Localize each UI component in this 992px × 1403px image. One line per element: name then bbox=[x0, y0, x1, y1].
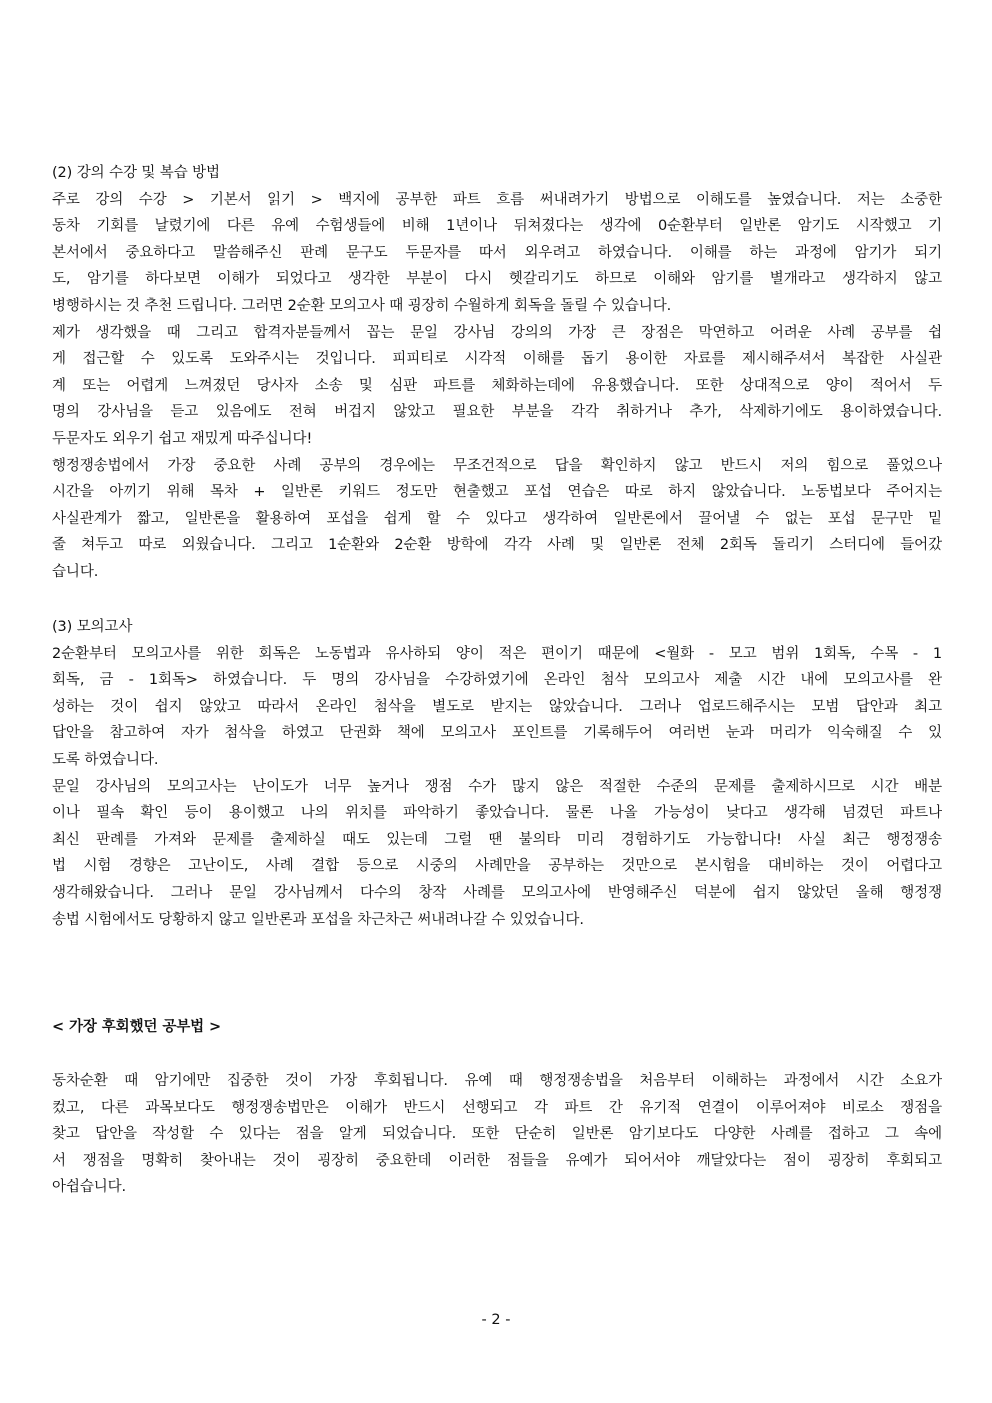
paragraph-line: 두문자도 외우기 쉽고 재밌게 따주십니다! bbox=[52, 430, 313, 447]
paragraph-line: 문일 강사님의 모의고사는 난이도가 너무 높거나 쟁점 수가 많지 않은 적절한 수준의 문제를 출제하시므로 시간 배분 bbox=[52, 778, 942, 795]
paragraph-line: 2순환부터 모의고사를 위한 회독은 노동법과 유사하되 양이 적은 편이기 때문에 <월화 - 모고 범위 1회독, 수목 - 1 bbox=[52, 645, 942, 662]
section-mock-exam bbox=[52, 614, 942, 933]
section-heading: (3) 모의고사 bbox=[52, 619, 133, 635]
paragraph-line: 찾고 답안을 작성할 수 있다는 점을 알게 되었습니다. 또한 단순히 일반론 암기보다도 다양한 사례를 접하고 그 속에 bbox=[52, 1126, 942, 1143]
paragraph-line: 동차순환 때 암기에만 집중한 것이 가장 후회됩니다. 유예 때 행정쟁송법을 처음부터 이해하는 과정에서 시간 소요가 bbox=[52, 1073, 942, 1089]
paragraph-line: 동차 기회를 날렸기에 다른 유예 수험생들에 비해 1년이나 뒤쳐졌다는 생각에 0순환부터 일반론 암기도 시작했고 기 bbox=[52, 218, 942, 235]
paragraph-line: 컸고, 다른 과목보다도 행정쟁송법만은 이해가 반드시 선행되고 각 파트 간 유기적 연결이 이루어져야 비로소 쟁점을 bbox=[52, 1099, 942, 1116]
section-heading: (2) 강의 수강 및 복습 방법 bbox=[52, 165, 220, 181]
paragraph-line: 이나 필속 확인 등이 용이했고 나의 위치를 파악하기 좋았습니다. 물론 나올 가능성이 낮다고 생각해 넘겼던 파트나 bbox=[52, 805, 942, 822]
paragraph-line: 제가 생각했을 때 그리고 합격자분들께서 꼽는 문일 강사님 강의의 가장 큰 장점은 막연하고 어려운 사례 공부를 쉽 bbox=[52, 324, 942, 341]
section-regret bbox=[52, 1014, 942, 1041]
section-regret-body bbox=[52, 1068, 942, 1201]
paragraph-line: 최신 판례를 가져와 문제를 출제하실 때도 있는데 그럴 땐 불의타 미리 경험하기도 가능합니다! 사실 최근 행정쟁송 bbox=[52, 831, 942, 848]
paragraph-line: 시간을 아끼기 위해 목차 + 일반론 키워드 정도만 현출했고 포섭 연습은 따로 하지 않았습니다. 노동법보다 주어지는 bbox=[52, 484, 942, 501]
paragraph-line: 습니다. bbox=[52, 563, 99, 580]
paragraph-line: 송법 시험에서도 당황하지 않고 일반론과 포섭을 차근차근 써내려나갈 수 있었습니다. bbox=[52, 911, 584, 928]
paragraph-line: 사실관계가 짧고, 일반론을 활용하여 포섭을 쉽게 할 수 있다고 생각하여 일반론에서 끌어낼 수 없는 포섭 문구만 밑 bbox=[52, 510, 942, 527]
paragraph-line: 병행하시는 것 추천 드립니다. 그러면 2순환 모의고사 때 굉장히 수월하게 회독을 돌릴 수 있습니다. bbox=[52, 297, 672, 314]
paragraph-line: 도록 하였습니다. bbox=[52, 751, 159, 768]
paragraph-line: 행정쟁송법에서 가장 중요한 사례 공부의 경우에는 무조건적으로 답을 확인하지 않고 반드시 저의 힘으로 풀었으나 bbox=[52, 457, 942, 474]
section-study-method bbox=[52, 160, 942, 586]
paragraph-line: 줄 쳐두고 따로 외웠습니다. 그리고 1순환와 2순환 방학에 각각 사례 및 일반론 전체 2회독 돌리기 스터디에 들어갔 bbox=[52, 537, 942, 554]
paragraph-line: 게 접근할 수 있도록 도와주시는 것입니다. 피피티로 시각적 이해를 돕기 용이한 자료를 제시해주셔서 복잡한 사실관 bbox=[52, 351, 942, 368]
paragraph-line: 본서에서 중요하다고 말씀해주신 판례 문구도 두문자를 따서 외우려고 하였습니다. 이해를 하는 과정에 암기가 되기 bbox=[52, 244, 942, 261]
paragraph-line: 도, 암기를 하다보면 이해가 되었다고 생각한 부분이 다시 헷갈리기도 하므로 이해와 암기를 별개라고 생각하지 않고 bbox=[52, 271, 942, 288]
paragraph-line: 주로 강의 수강 > 기본서 읽기 > 백지에 공부한 파트 흐름 써내려가기 방법으로 이해도를 높였습니다. 저는 소중한 bbox=[52, 191, 942, 208]
paragraph-line: 서 쟁점을 명확히 찾아내는 것이 굉장히 중요한데 이러한 점들을 유예가 되어서야 깨달았다는 점이 굉장히 후회되고 bbox=[52, 1152, 942, 1169]
paragraph-line: 법 시험 경향은 고난이도, 사례 결합 등으로 시중의 사례만을 공부하는 것만으로 본시험을 대비하는 것이 어렵다고 bbox=[52, 858, 942, 875]
paragraph-line: 생각해왔습니다. 그러나 문일 강사님께서 다수의 창작 사례를 모의고사에 반영해주신 덕분에 쉽지 않았던 올해 행정쟁 bbox=[52, 884, 942, 901]
paragraph-line: 아쉽습니다. bbox=[52, 1179, 127, 1196]
paragraph-line: 성하는 것이 쉽지 않았고 따라서 온라인 첨삭을 별도로 받지는 않았습니다. 그러나 업로드해주시는 모범 답안과 최고 bbox=[52, 698, 942, 715]
paragraph-line: 계 또는 어렵게 느껴졌던 당사자 소송 및 심판 파트를 체화하는데에 유용했습니다. 또한 상대적으로 양이 적어서 두 bbox=[52, 377, 942, 394]
page-number: - 2 - bbox=[481, 1312, 511, 1328]
paragraph-line: 답안을 참고하여 자가 첨삭을 하였고 단권화 책에 모의고사 포인트를 기록해두어 여러번 눈과 머리가 익숙해질 수 있 bbox=[52, 725, 942, 742]
paragraph-line: 명의 강사님을 듣고 있음에도 전혀 버겁지 않았고 필요한 부분을 각각 취하거나 추가, 삭제하기에도 용이하였습니다. bbox=[52, 404, 942, 421]
paragraph-line: 회독, 금 - 1회독> 하였습니다. 두 명의 강사님을 수강하였기에 온라인 첨삭 모의고사 제출 시간 내에 모의고사를 완 bbox=[52, 672, 942, 689]
section-heading: < 가장 후회했던 공부법 > bbox=[52, 1019, 222, 1035]
